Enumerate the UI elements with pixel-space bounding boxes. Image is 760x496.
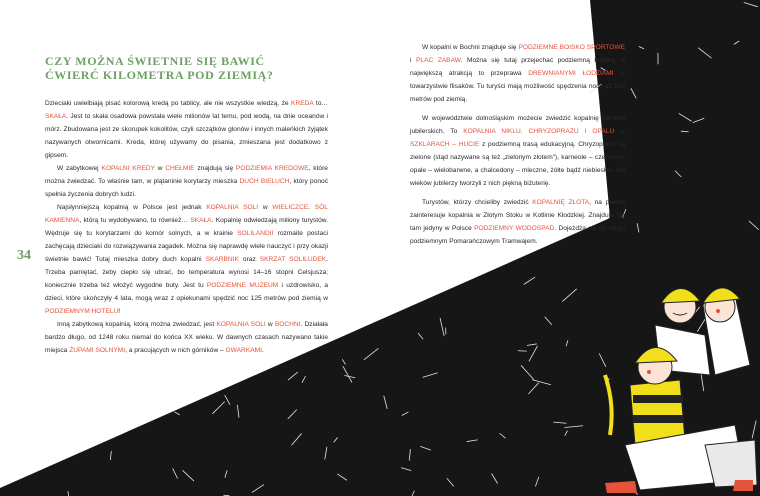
text: ! <box>118 308 121 315</box>
paragraph-bochnia-attractions <box>410 41 625 106</box>
text: w <box>154 165 166 172</box>
scratch-mark <box>681 131 688 132</box>
highlight: SKAŁA <box>45 113 67 120</box>
highlight: SOLILANDII <box>237 230 274 237</box>
highlight: KOPALNIA SOLI <box>216 321 266 328</box>
text: znajdują się <box>194 165 236 172</box>
highlight: PODZIEMNY WODOSPAD <box>474 225 555 232</box>
right-text-column <box>410 41 625 248</box>
highlight: PLAC ZABAW <box>416 57 461 64</box>
text: . <box>261 347 264 354</box>
text: to… <box>313 100 328 107</box>
children-with-helmets-illustration <box>585 255 760 496</box>
highlight: WIELICZCE <box>272 204 309 211</box>
paragraph-bochnia <box>45 318 328 357</box>
highlight: KOPALNIA NIKLU, CHRYZOPRAZU I OPALU <box>463 128 615 135</box>
text: w <box>614 128 625 135</box>
highlight: SKAŁA <box>190 217 212 224</box>
text: . Działała bardzo długo, od 1248 roku niemal do końca XX wieku. W dawnych czasach nazywano takie miejsca <box>45 321 328 354</box>
heading-line-1: CZY MOŻNA ŚWIETNIE SIĘ BAWIĆ <box>45 54 265 68</box>
paragraph-zloty-stok <box>410 196 625 248</box>
paragraph-szklary <box>410 112 625 190</box>
highlight: PODZIEMNE MUZEUM <box>206 282 279 289</box>
highlight: BOCHNI <box>274 321 301 328</box>
text: . Trzeba pamiętać, żeby ciepło się ubrać, bo temperatura wynosi 14–16 stopni Celsjusza; koniecznie trzeba też włożyć wygodne buty. Jest tu <box>45 256 328 289</box>
text: Turystów, którzy chcieliby zwiedzić <box>422 199 533 206</box>
text: i <box>410 57 416 64</box>
paragraph-chalk <box>45 97 328 162</box>
highlight: PODZIEMNE BOISKO SPORTOWE <box>518 44 626 51</box>
highlight: ŻUPAMI SOLNYMI <box>69 347 126 354</box>
text: Dzieciaki uwielbiają pisać kolorową kredą po tablicy, ale nie wszystkie wiedzą, że <box>45 100 292 107</box>
heading-line-2: ĆWIERĆ KILOMETRA POD ZIEMIĄ? <box>45 68 274 82</box>
highlight: KOPALNI KREDY <box>101 165 155 172</box>
text: w <box>258 204 273 211</box>
text: . Kopalnię odwiedzają miliony turystów. Wędruje się tu korytarzami do komór solnych, a w krainie <box>45 217 328 237</box>
text: w towarzystwie flisaków. Tu turyści mają możliwość spędzenia nocy aż 250 metrów pod ziemią. <box>410 70 626 103</box>
page-number: 34 <box>17 248 31 263</box>
highlight: KOPALNIA SOLI <box>206 204 259 211</box>
text: , którą tu wydobywano, to również… <box>79 217 191 224</box>
text: , na pewno zainteresuje kopalnia w Złotym Stoku w Kotlinie Kłodzkiej. Znajduje się tam jedyny w Polsce <box>410 199 626 232</box>
text: W województwie dolnośląskim możecie zwiedzić kopalnię kamieni jubilerskich. To <box>410 115 625 135</box>
highlight: KOPALNIĘ ZŁOTA <box>532 199 590 206</box>
highlight: DUCH BIELUCH <box>239 178 290 185</box>
child-top <box>703 288 750 375</box>
text: , a pracujących w nich górników – <box>125 347 226 354</box>
text: . Jest to skała osadowa powstała wiele milionów lat temu, pod wodą, na dnie oceanów i mórz. Zbudowana jest ze skorupek kokolitów, czyli szczątków glonów i innych maleńkich żyjątek nazywanych otwornicami. Kreda, której używamy do pisania, zmieszana jest dodatkowo z gipsem. <box>45 113 328 159</box>
text: Najsłynniejszą kopalnią w Polsce jest jednak <box>57 204 207 211</box>
highlight: GWARKAMI <box>225 347 262 354</box>
text: Inną zabytkową kopalnią, którą można zwiedzać, jest <box>57 321 217 328</box>
text: W kopalni w Bochni znajduje się <box>422 44 519 51</box>
text: rozmaite postaci zachęcają dzieciaki do rozwiązywania zagadek. Można się naprawdę wiele nauczyć i przy okazji świetnie bawić! Tutaj mieszka dobry duch kopalni <box>45 230 328 263</box>
highlight: SZKLARACH – HUCIE <box>410 141 480 148</box>
child-base <box>605 425 757 493</box>
left-text-column <box>45 97 328 357</box>
page-heading <box>45 54 305 82</box>
paragraph-chelm <box>45 162 328 201</box>
text: , który ponoć spełnia życzenia dobrych ludzi. <box>45 178 328 198</box>
highlight: CHEŁMIE <box>165 165 195 172</box>
text: z podziemną trasą edukacyjną. Chryzoprazy są zielone (stąd nazywane są też „zielonym złotem”), karneole – czerwone, opale – wielobarwne, a chalcedony – mleczne, żółte bądź niebieskie. Od wieków jubilerzy tworzyli z nich piękną biżuterię. <box>410 141 626 187</box>
highlight: SKARBNIK <box>205 256 239 263</box>
text: . Dojeżdża się do niego podziemnym Pomarańczowym Tramwajem. <box>410 225 626 245</box>
highlight: PODZIEMIA KREDOWE <box>235 165 309 172</box>
paragraph-wieliczka <box>45 201 328 318</box>
text: i uzdrowisko, a dzieci, które skończyły 4 lata, mogą wraz z opiekunami spędzić noc 125 metrów pod ziemią w <box>45 282 328 302</box>
highlight: PODZIEMNYM HOTELU <box>45 308 119 315</box>
highlight: KREDA <box>291 100 314 107</box>
text: . <box>308 204 315 211</box>
highlight: SKRZAT SOLILUDEK <box>259 256 327 263</box>
text: w <box>265 321 275 328</box>
text: W zabytkowej <box>57 165 102 172</box>
highlight: SÓL KAMIENNA <box>45 204 328 224</box>
text: oraz <box>238 256 260 263</box>
text: , które można zwiedzać. To właśnie tam, w plątaninie korytarzy mieszka <box>45 165 328 185</box>
text: . Można się tutaj przejechać podziemną kolejką, a największą atrakcją to przeprawa <box>410 57 625 77</box>
highlight: DREWNIANYMI ŁODZIAMI <box>528 70 614 77</box>
